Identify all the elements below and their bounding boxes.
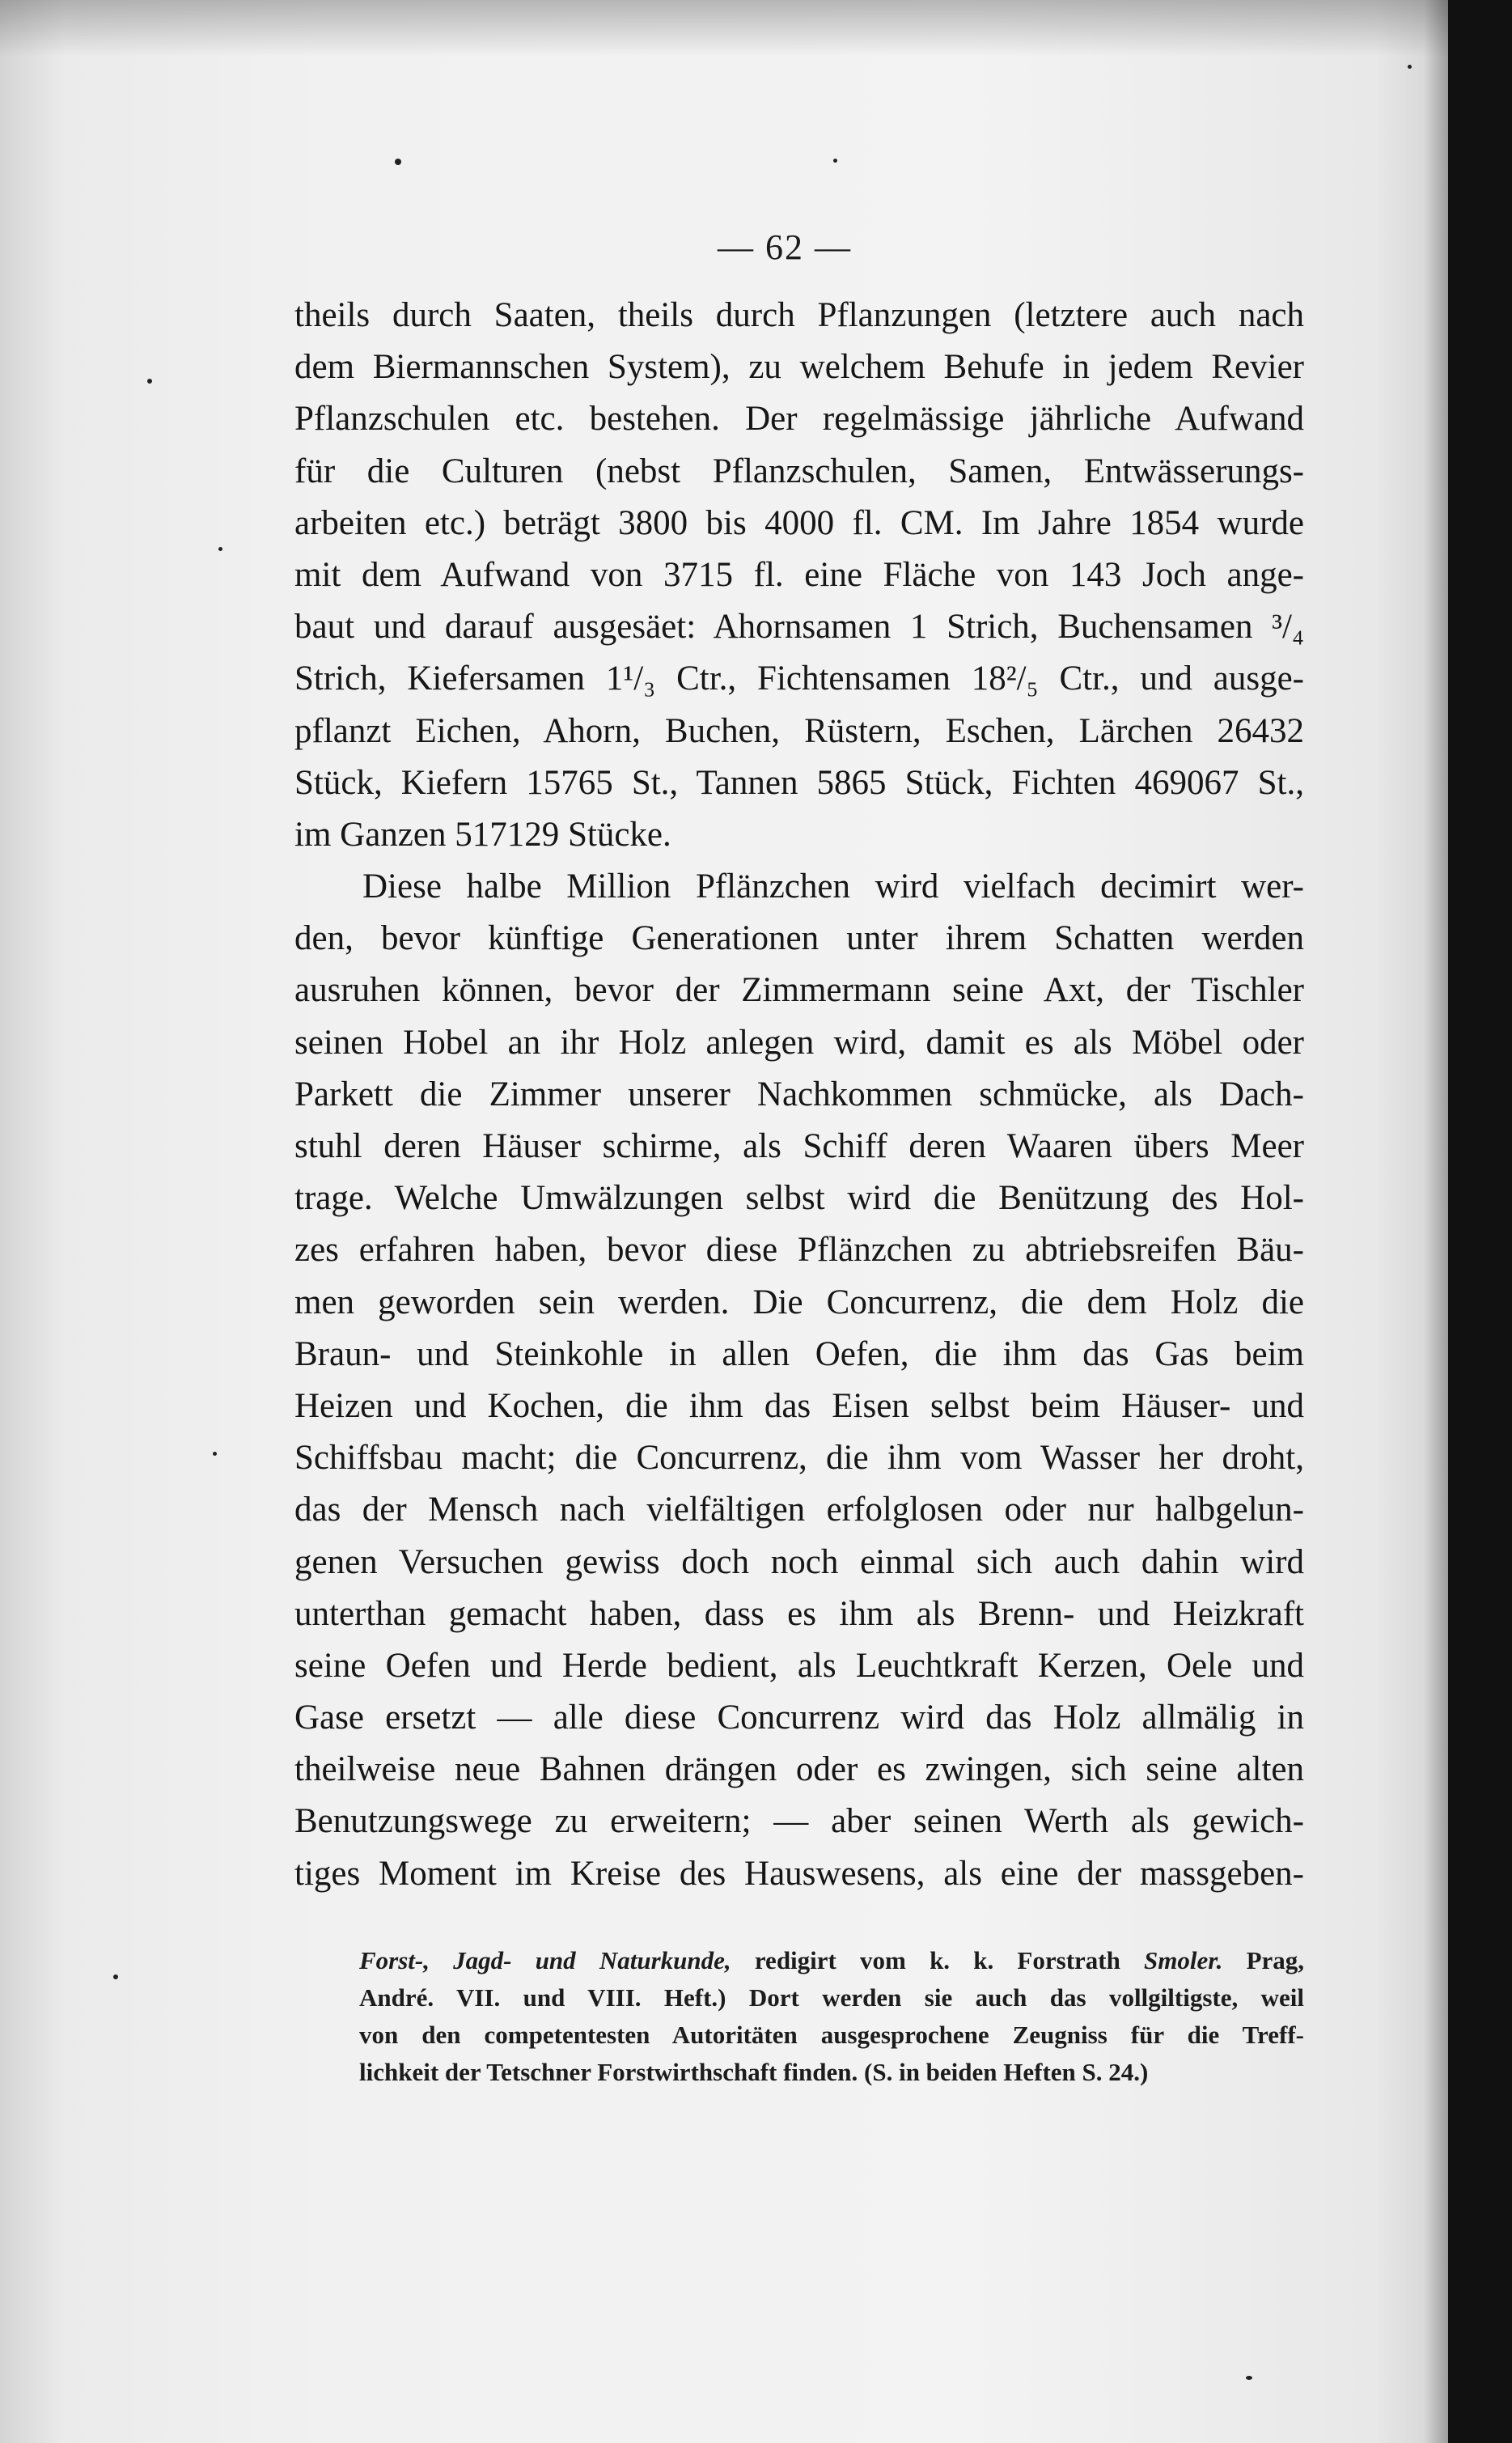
dust-speck: [1246, 2376, 1252, 2380]
text-line: zes erfahren haben, bevor diese Pflänzchen zu abtriebsreifen Bäu-: [294, 1231, 1304, 1270]
text-line: mit dem Aufwand von 3715 fl. eine Fläche von 143 Joch ange-: [294, 555, 1304, 594]
text-line: trage. Welche Umwälzungen selbst wird die Benützung des Hol-: [294, 1179, 1304, 1218]
text-line: genen Versuchen gewiss doch noch einmal sich auch dahin wird: [294, 1542, 1304, 1581]
text-line: Parkett die Zimmer unserer Nachkommen schmücke, als Dach-: [294, 1075, 1304, 1113]
text-line: baut und darauf ausgesäet: Ahornsamen 1 Strich, Buchensamen ³/₄: [294, 608, 1304, 647]
body-text: [294, 290, 1304, 1900]
footnote-line: André. VII. und VIII. Heft.) Dort werden sie auch das vollgiltigste, weil: [359, 1983, 1304, 2012]
binding-shadow: [1424, 0, 1448, 2443]
dust-speck: [147, 379, 152, 384]
top-shadow: [0, 0, 1448, 57]
footnote-line: [359, 1942, 1304, 1979]
text-line: Diese halbe Million Pflänzchen wird vielfach decimirt wer-: [362, 867, 1304, 906]
footnote-text: Prag,: [1222, 1946, 1305, 1974]
text-line: dem Biermannschen System), zu welchem Behufe in jedem Revier: [294, 348, 1304, 387]
footnote-line: von den competentesten Autoritäten ausgesprochene Zeugniss für die Treff-: [359, 2021, 1304, 2049]
footnote: [359, 1942, 1304, 2091]
text-line: ausruhen können, bevor der Zimmermann seine Axt, der Tischler: [294, 971, 1304, 1010]
text-line: den, bevor künftige Generationen unter ihrem Schatten werden: [294, 919, 1304, 958]
page-number: — 62 —: [718, 227, 852, 267]
text-line: Heizen und Kochen, die ihm das Eisen selbst beim Häuser- und: [294, 1386, 1304, 1425]
text-line: für die Culturen (nebst Pflanzschulen, Samen, Entwässerungs-: [294, 452, 1304, 490]
text-line: Benutzungswege zu erweitern; — aber seinen Werth als gewich-: [294, 1802, 1304, 1841]
dust-speck: [218, 547, 222, 551]
dust-speck: [833, 159, 837, 163]
dust-speck: [113, 1974, 118, 1979]
text-line: seine Oefen und Herde bedient, als Leuchtkraft Kerzen, Oele und: [294, 1646, 1304, 1685]
text-line: stuhl deren Häuser schirme, als Schiff deren Waaren übers Meer: [294, 1127, 1304, 1165]
text-line: Gase ersetzt — alle diese Concurrenz wird das Holz allmälig in: [294, 1699, 1304, 1737]
text-line: theils durch Saaten, theils durch Pflanzungen (letztere auch nach: [294, 296, 1304, 334]
footnote-title: Forst-, Jagd- und Naturkunde,: [359, 1946, 731, 1974]
text-line: unterthan gemacht haben, dass es ihm als Brenn- und Heizkraft: [294, 1594, 1304, 1633]
text-line: tiges Moment im Kreise des Hauswesens, als eine der massgeben-: [294, 1854, 1304, 1893]
text-line: Stück, Kiefern 15765 St., Tannen 5865 Stück, Fichten 469067 St.,: [294, 763, 1304, 802]
text-line: das der Mensch nach vielfältigen erfolglosen oder nur halbgelun-: [294, 1491, 1304, 1529]
text-line: pflanzt Eichen, Ahorn, Buchen, Rüstern, Eschen, Lärchen 26432: [294, 711, 1304, 750]
dust-speck: [1408, 65, 1412, 69]
text-line: Pflanzschulen etc. bestehen. Der regelmässige jährliche Aufwand: [294, 400, 1304, 439]
text-line: im Ganzen 517129 Stücke.: [294, 815, 671, 854]
text-line: men geworden sein werden. Die Concurrenz, die dem Holz die: [294, 1283, 1304, 1321]
footnote-text: redigirt vom k. k. Forstrath: [731, 1946, 1145, 1974]
text-line: arbeiten etc.) beträgt 3800 bis 4000 fl. CM. Im Jahre 1854 wurde: [294, 503, 1304, 542]
dust-speck: [213, 1452, 217, 1456]
text-line: Schiffsbau macht; die Concurrenz, die ihm vom Wasser her droht,: [294, 1439, 1304, 1478]
text-line: theilweise neue Bahnen drängen oder es zwingen, sich seine alten: [294, 1750, 1304, 1789]
dust-speck: [395, 159, 401, 165]
footnote-author: Smoler.: [1144, 1946, 1223, 1974]
text-line: Braun- und Steinkohle in allen Oefen, die ihm das Gas beim: [294, 1334, 1304, 1373]
text-line: Strich, Kiefersamen 1¹/₃ Ctr., Fichtensamen 18²/₅ Ctr., und ausge-: [294, 660, 1304, 698]
text-line: seinen Hobel an ihr Holz anlegen wird, damit es als Möbel oder: [294, 1023, 1304, 1062]
footnote-line: lichkeit der Tetschner Forstwirthschaft finden. (S. in beiden Heften S. 24.): [359, 2058, 1149, 2086]
